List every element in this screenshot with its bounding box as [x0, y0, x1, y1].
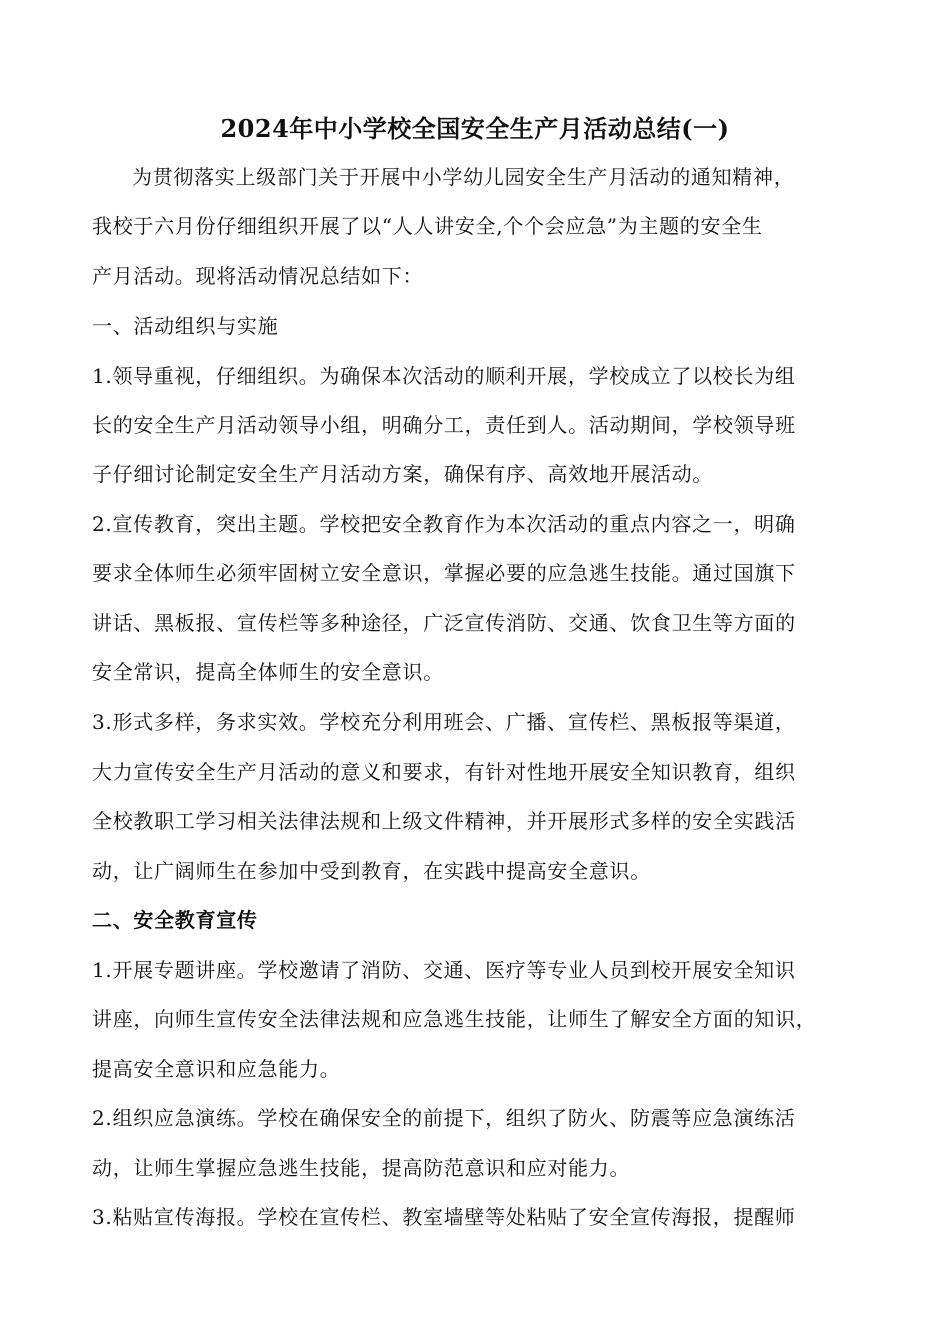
text-line: 要求全体师生必须牢固树立安全意识，掌握必要的应急逃生技能。通过国旗下	[92, 561, 796, 585]
document-title: 2024年中小学校全国安全生产月活动总结(一)	[220, 114, 730, 143]
text-line: 我校于六月份仔细组织开展了以“人人讲安全,个个会应急”为主题的安全生	[92, 214, 763, 238]
text-line: 2.组织应急演练。学校在确保安全的前提下，组织了防火、防震等应急演练活	[92, 1106, 796, 1130]
text-line: 讲座，向师生宣传安全法律法规和应急逃生技能，让师生了解安全方面的知识，	[92, 1007, 817, 1031]
text-line: 为贯彻落实上级部门关于开展中小学幼儿园安全生产月活动的通知精神，	[132, 165, 795, 189]
text-line: 安全常识，提高全体师生的安全意识。	[92, 660, 444, 684]
text-line: 2.宣传教育，突出主题。学校把安全教育作为本次活动的重点内容之一，明确	[92, 512, 796, 536]
text-line: 子仔细讨论制定安全生产月活动方案，确保有序、高效地开展活动。	[92, 462, 713, 486]
section-heading: 二、安全教育宣传	[92, 908, 258, 932]
text-line: 动，让广阔师生在参加中受到教育，在实践中提高安全意识。	[92, 859, 651, 883]
section-heading: 一、活动组织与实施	[92, 314, 279, 338]
text-line: 1.领导重视，仔细组织。为确保本次活动的顺利开展，学校成立了以校长为组	[92, 364, 796, 388]
text-line: 3.粘贴宣传海报。学校在宣传栏、教室墙壁等处粘贴了安全宣传海报，提醒师	[92, 1205, 796, 1229]
text-line: 讲话、黑板报、宣传栏等多种途径，广泛宣传消防、交通、饮食卫生等方面的	[92, 611, 796, 635]
text-line: 大力宣传安全生产月活动的意义和要求，有针对性地开展安全知识教育，组织	[92, 760, 796, 784]
text-line: 动，让师生掌握应急逃生技能，提高防范意识和应对能力。	[92, 1156, 631, 1180]
text-line: 全校教职工学习相关法律法规和上级文件精神，并开展形式多样的安全实践活	[92, 809, 796, 833]
text-line: 产月活动。现将活动情况总结如下：	[92, 264, 424, 288]
text-line: 3.形式多样，务求实效。学校充分利用班会、广播、宣传栏、黑板报等渠道，	[92, 710, 796, 734]
text-line: 1.开展专题讲座。学校邀请了消防、交通、医疗等专业人员到校开展安全知识	[92, 958, 796, 982]
text-line: 提高安全意识和应急能力。	[92, 1057, 341, 1081]
text-line: 长的安全生产月活动领导小组，明确分工，责任到人。活动期间，学校领导班	[92, 413, 796, 437]
